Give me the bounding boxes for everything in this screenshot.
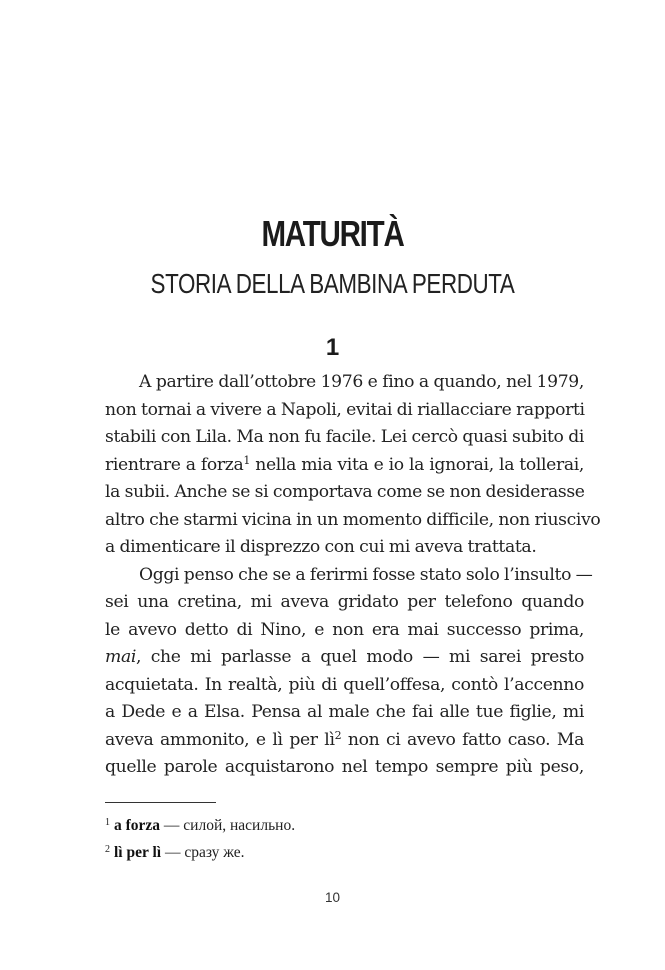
text-line: quelle parole acquistarono nel tempo sempre più peso, — [105, 757, 584, 777]
footnote-translation: силой, насильно. — [183, 817, 296, 834]
text-line: stabili con Lila. Ma non fu facile. Lei cercò quasi subito di — [105, 427, 584, 447]
footnote-term: lì per lì — [114, 844, 162, 861]
footnote-ref-2[interactable]: 2 — [334, 728, 342, 742]
text-line — [105, 644, 584, 672]
footnote-number: 2 — [105, 844, 110, 855]
text-line: la subii. Anche se si comportava come se non desiderasse — [105, 482, 585, 502]
footnote-term: a forza — [114, 817, 161, 834]
footnote-ref-1[interactable]: 1 — [243, 453, 251, 467]
text-segment: rientrare a forza — [105, 454, 244, 475]
book-subtitle: STORIA DELLA BAMBINA PERDUTA — [150, 268, 515, 299]
text-line — [105, 452, 584, 480]
footnote-dash: — — [161, 844, 185, 861]
emphasis-text: mai — [105, 647, 136, 667]
text-line — [105, 727, 584, 755]
chapter-number: 1 — [325, 334, 340, 361]
chapter-body — [105, 369, 601, 782]
text-line: non tornai a vivere a Napoli, evitai di riallacciare rapporti — [105, 399, 585, 420]
text-segment: nella mia vita e io la ignorai, la tollerai, — [250, 454, 584, 475]
footnotes — [105, 812, 295, 866]
footnote-divider — [105, 802, 216, 803]
text-segment: non ci avevo fatto caso. Ma — [341, 729, 584, 750]
text-segment: aveva ammonito, e lì per lì — [105, 729, 335, 750]
page-number: 10 — [324, 890, 341, 905]
section-title: MATURITÀ — [261, 213, 404, 254]
text-segment: , che mi parlasse a quel modo — mi sarei presto — [136, 647, 584, 667]
text-line: Oggi penso che se a ferirmi fosse stato solo l’insulto — — [139, 564, 593, 585]
text-line: sei una cretina, mi aveva gridato per telefono quando — [105, 592, 584, 612]
footnote-translation: сразу же. — [184, 844, 245, 861]
text-line: A partire dall’ottobre 1976 e fino a quando, nel 1979, — [139, 372, 584, 392]
text-line: le avevo detto di Nino, e non era mai successo prima, — [105, 619, 584, 640]
text-line: a dimenticare il disprezzo con cui mi aveva trattata. — [105, 537, 537, 557]
footnote-1 — [105, 812, 295, 839]
footnote-2 — [105, 839, 295, 866]
text-line: altro che starmi vicina in un momento difficile, non riuscivo — [105, 509, 601, 530]
footnote-number: 1 — [105, 817, 110, 828]
text-line: a Dede e a Elsa. Pensa al male che fai alle tue figlie, mi — [105, 702, 584, 722]
text-line: acquietata. In realtà, più di quell’offesa, contò l’accenno — [105, 674, 584, 695]
footnote-dash: — — [160, 817, 184, 834]
